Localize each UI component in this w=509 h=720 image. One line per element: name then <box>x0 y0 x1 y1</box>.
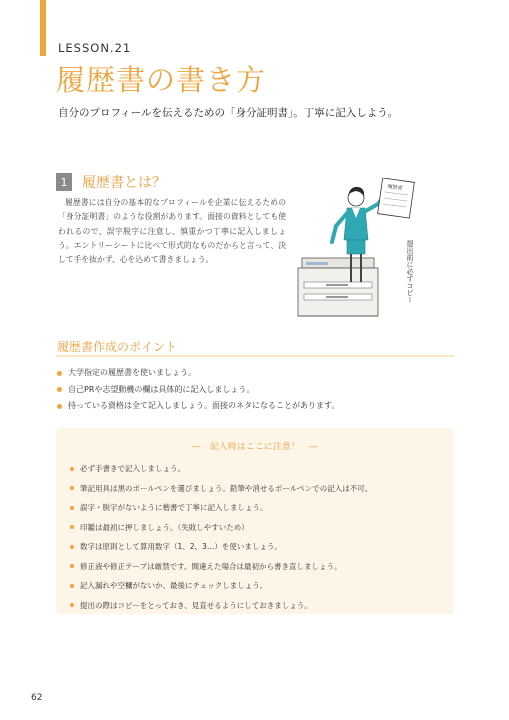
lesson-label: LESSON.21 <box>58 41 132 55</box>
bullet-icon <box>70 506 74 510</box>
page-number: 62 <box>31 693 43 703</box>
bullet-icon <box>70 584 74 588</box>
list-item: 自己PRや志望動機の欄は具体的に記入しましょう。 <box>57 382 339 399</box>
bullet-icon <box>70 603 74 607</box>
bullet-icon <box>57 404 62 409</box>
list-item: 修正液や修正テープは厳禁です。間違えた場合は最初から書き直しましょう。 <box>70 557 372 577</box>
caution-list <box>70 459 372 615</box>
bullet-icon <box>57 371 62 376</box>
list-item: 数字は原則として算用数字（1、2、3…）を使いましょう。 <box>70 537 372 557</box>
list-item: 必ず手書きで記入しましょう。 <box>70 459 372 479</box>
section-title: 履歴書とは？ <box>82 175 166 191</box>
resume-paper-illustration <box>378 178 415 218</box>
copier-illustration <box>298 258 378 316</box>
handwritten-note: 提出前に必ずコピー <box>406 240 414 303</box>
bullet-icon <box>57 387 62 392</box>
list-item: 印鑑は最初に押しましょう。（失敗しやすいため） <box>70 518 372 538</box>
bullet-icon <box>70 467 74 471</box>
bullet-icon <box>70 545 74 549</box>
accent-bar <box>40 0 46 56</box>
list-item: 持っている資格は全て記入しましょう。面接のネタになることがあります。 <box>57 398 339 415</box>
paper-label: 履歴書 <box>387 183 403 192</box>
illustration-woman-copier <box>292 178 432 323</box>
bullet-icon <box>70 486 74 490</box>
caution-heading: ― 記入時はここに注意！ ― <box>191 442 318 452</box>
points-divider <box>56 355 454 357</box>
caution-box <box>56 428 454 614</box>
section-body: 履歴書には自分の基本的なプロフィールを企業に伝えるための「身分証明書」のような役割があります。面接の資料としても使われるので、誤字脱字に注意し、慎重かつ丁寧に記入しましょう。エントリーシートに比べて形式的なものだからと言って、決して手を抜かず、心を込めて書きましょう。 <box>58 198 286 265</box>
points-heading: 履歴書作成のポイント <box>57 340 178 354</box>
list-item: 筆記用具は黒のボールペンを選びましょう。鉛筆や消せるボールペンでの記入は不可。 <box>70 479 372 499</box>
list-item: 提出の際はコピーをとっておき、見直せるようにしておきましょう。 <box>70 596 372 616</box>
list-item: 誤字・脱字がないように楷書で丁寧に記入しましょう。 <box>70 498 372 518</box>
section-heading <box>56 172 166 192</box>
list-item: 記入漏れや空欄がないか、最後にチェックしましょう。 <box>70 576 372 596</box>
bullet-icon <box>70 525 74 529</box>
list-item: 大学指定の履歴書を使いましょう。 <box>57 365 339 382</box>
points-list <box>57 365 339 415</box>
page-subtitle: 自分のプロフィールを伝えるための「身分証明書」。丁寧に記入しよう。 <box>58 107 399 119</box>
page-title: 履歴書の書き方 <box>56 63 267 97</box>
bullet-icon <box>70 564 74 568</box>
section-number-badge: 1 <box>56 173 72 191</box>
